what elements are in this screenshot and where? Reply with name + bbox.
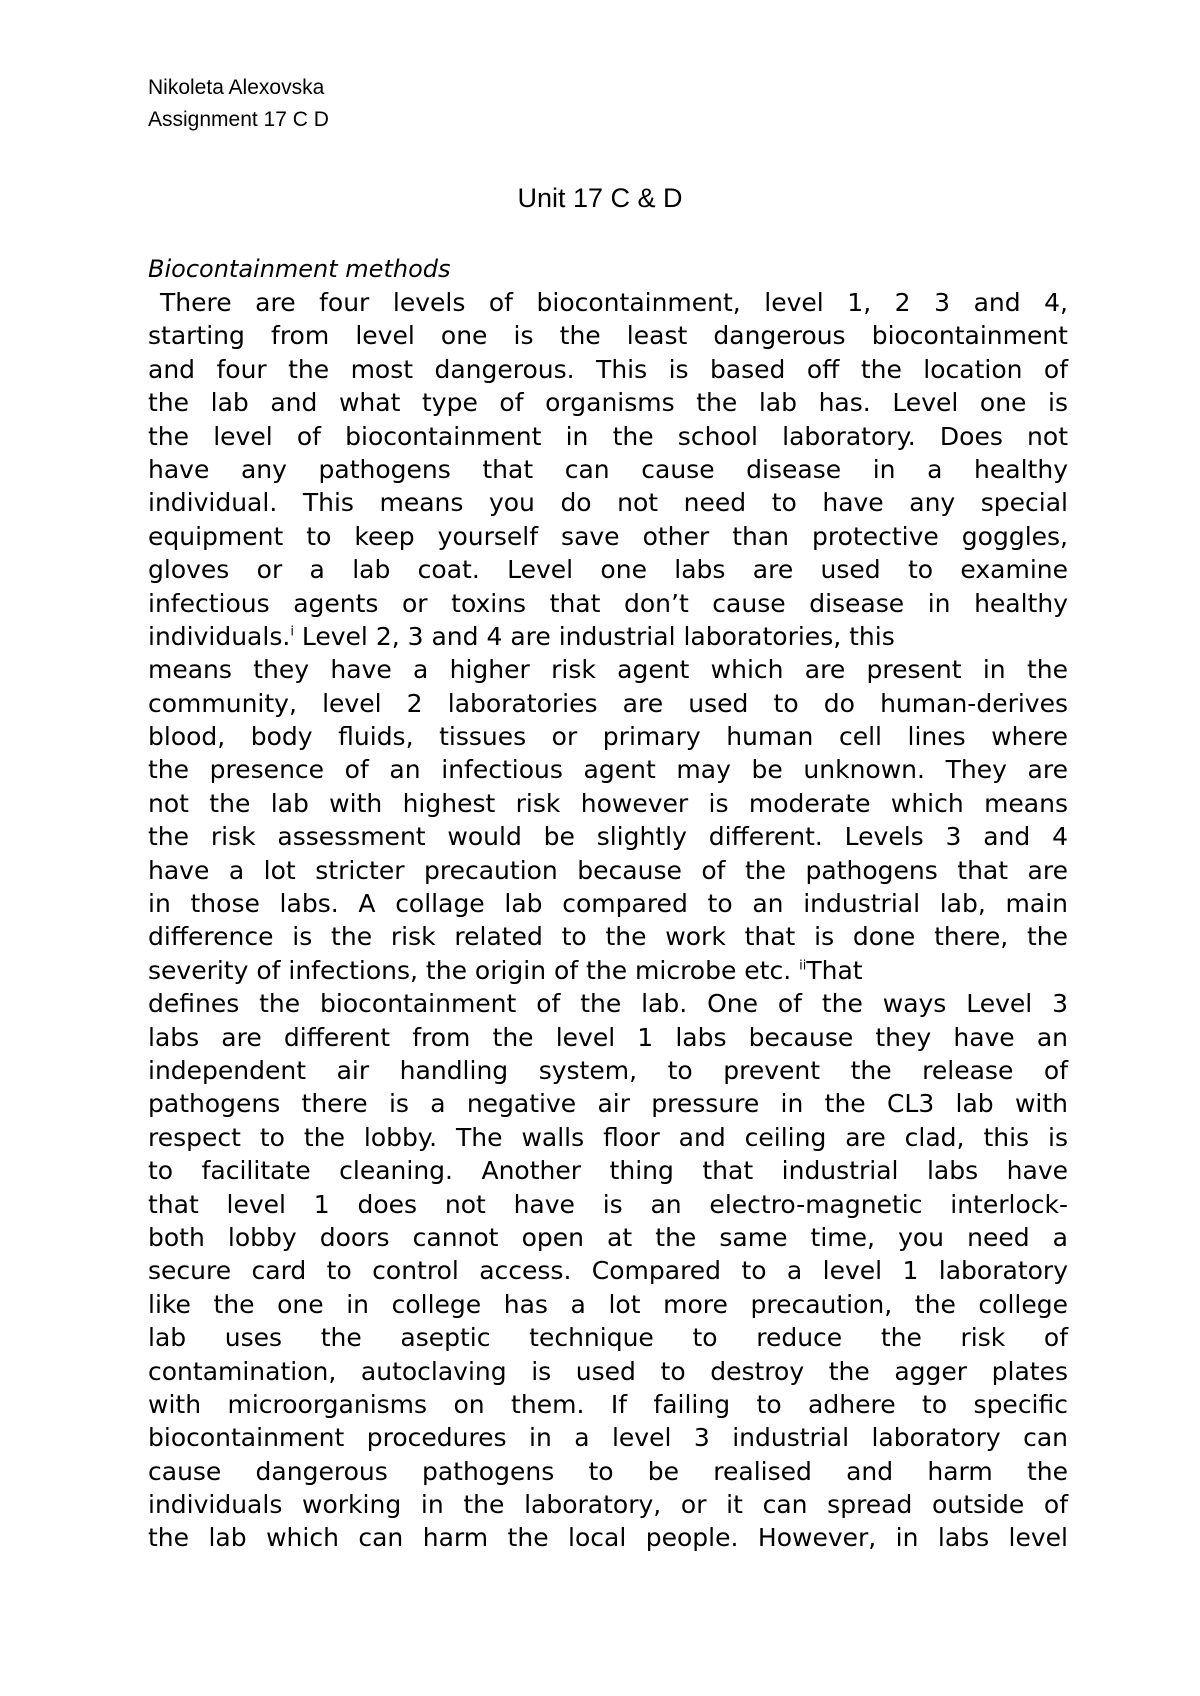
paragraph-line: independent air handling system, to prevent the release of [148, 1055, 1068, 1085]
body-paragraph [148, 286, 1068, 1555]
footnote-marker-1[interactable]: i [290, 624, 294, 640]
paragraph-line [148, 954, 1068, 987]
paragraph-line: secure card to control access. Compared to a level 1 laboratory [148, 1256, 1068, 1286]
paragraph-line: There are four levels of biocontainment, level 1, 2 3 and 4, [160, 288, 1068, 317]
paragraph-line: individuals working in the laboratory, or it can spread outside of [148, 1490, 1068, 1520]
paragraph-line: blood, body fluids, tissues or primary human cell lines where [148, 722, 1068, 752]
paragraph-line: difference is the risk related to the work that is done there, the [148, 922, 1068, 952]
paragraph-line [148, 620, 1068, 653]
paragraph-line: defines the biocontainment of the lab. One of the ways Level 3 [148, 989, 1068, 1019]
paragraph-line: cause dangerous pathogens to be realised and harm the [148, 1456, 1068, 1486]
paragraph-line: starting from level one is the least dangerous biocontainment [148, 321, 1068, 351]
paragraph-line: equipment to keep yourself save other than protective goggles, [148, 521, 1068, 551]
paragraph-line: community, level 2 laboratories are used to do human-derives [148, 688, 1068, 718]
paragraph-line: have a lot stricter precaution because of the pathogens that are [148, 855, 1068, 885]
line-lead-text: individuals. [148, 621, 291, 651]
paragraph-line: means they have a higher risk agent which are present in the [148, 655, 1068, 685]
paragraph-line: the presence of an infectious agent may be unknown. They are [148, 755, 1068, 785]
line-lead-text: severity of infections, the origin of the microbe etc. [148, 955, 792, 985]
paragraph-line: that level 1 does not have is an electro-magnetic interlock- [148, 1189, 1068, 1219]
paragraph-line: pathogens there is a negative air pressure in the CL3 lab with [148, 1089, 1068, 1119]
paragraph-line: contamination, autoclaving is used to destroy the agger plates [148, 1356, 1068, 1386]
footnote-marker-2[interactable]: ii [799, 958, 807, 974]
paragraph-line: not the lab with highest risk however is moderate which means [148, 788, 1068, 818]
paragraph-line: the risk assessment would be slightly different. Levels 3 and 4 [148, 822, 1068, 852]
paragraph-line: lab uses the aseptic technique to reduce the risk of [148, 1323, 1068, 1353]
paragraph-line: biocontainment procedures in a level 3 industrial laboratory can [148, 1423, 1068, 1453]
author-name: Nikoleta Alexovska [148, 76, 325, 99]
paragraph-line: the lab and what type of organisms the lab has. Level one is [148, 388, 1068, 418]
paragraph-line: respect to the lobby. The walls floor and ceiling are clad, this is [148, 1122, 1068, 1152]
paragraph-line: both lobby doors cannot open at the same time, you need a [148, 1222, 1068, 1252]
assignment-label: Assignment 17 C D [148, 108, 329, 131]
paragraph-line: and four the most dangerous. This is based off the location of [148, 354, 1068, 384]
line-tail-text: That [806, 955, 863, 985]
paragraph-line: like the one in college has a lot more precaution, the college [148, 1289, 1068, 1319]
paragraph-line: to facilitate cleaning. Another thing that industrial labs have [148, 1156, 1068, 1186]
paragraph-line: the lab which can harm the local people. However, in labs level [148, 1523, 1068, 1553]
paragraph-line: in those labs. A collage lab compared to an industrial lab, main [148, 889, 1068, 919]
paragraph-line: labs are different from the level 1 labs because they have an [148, 1022, 1068, 1052]
document-header [148, 72, 329, 136]
paragraph-line: gloves or a lab coat. Level one labs are used to examine [148, 555, 1068, 585]
line-tail-text: Level 2, 3 and 4 are industrial laboratories, this [301, 621, 895, 651]
page-title: Unit 17 C & D [517, 183, 683, 213]
paragraph-line: individual. This means you do not need to have any special [148, 488, 1068, 518]
section-heading: Biocontainment methods [148, 255, 451, 283]
paragraph-line: infectious agents or toxins that don’t cause disease in healthy [148, 588, 1068, 618]
paragraph-line: with microorganisms on them. If failing to adhere to specific [148, 1389, 1068, 1419]
paragraph-line: the level of biocontainment in the school laboratory. Does not [148, 421, 1068, 451]
paragraph-line: have any pathogens that can cause disease in a healthy [148, 454, 1068, 484]
